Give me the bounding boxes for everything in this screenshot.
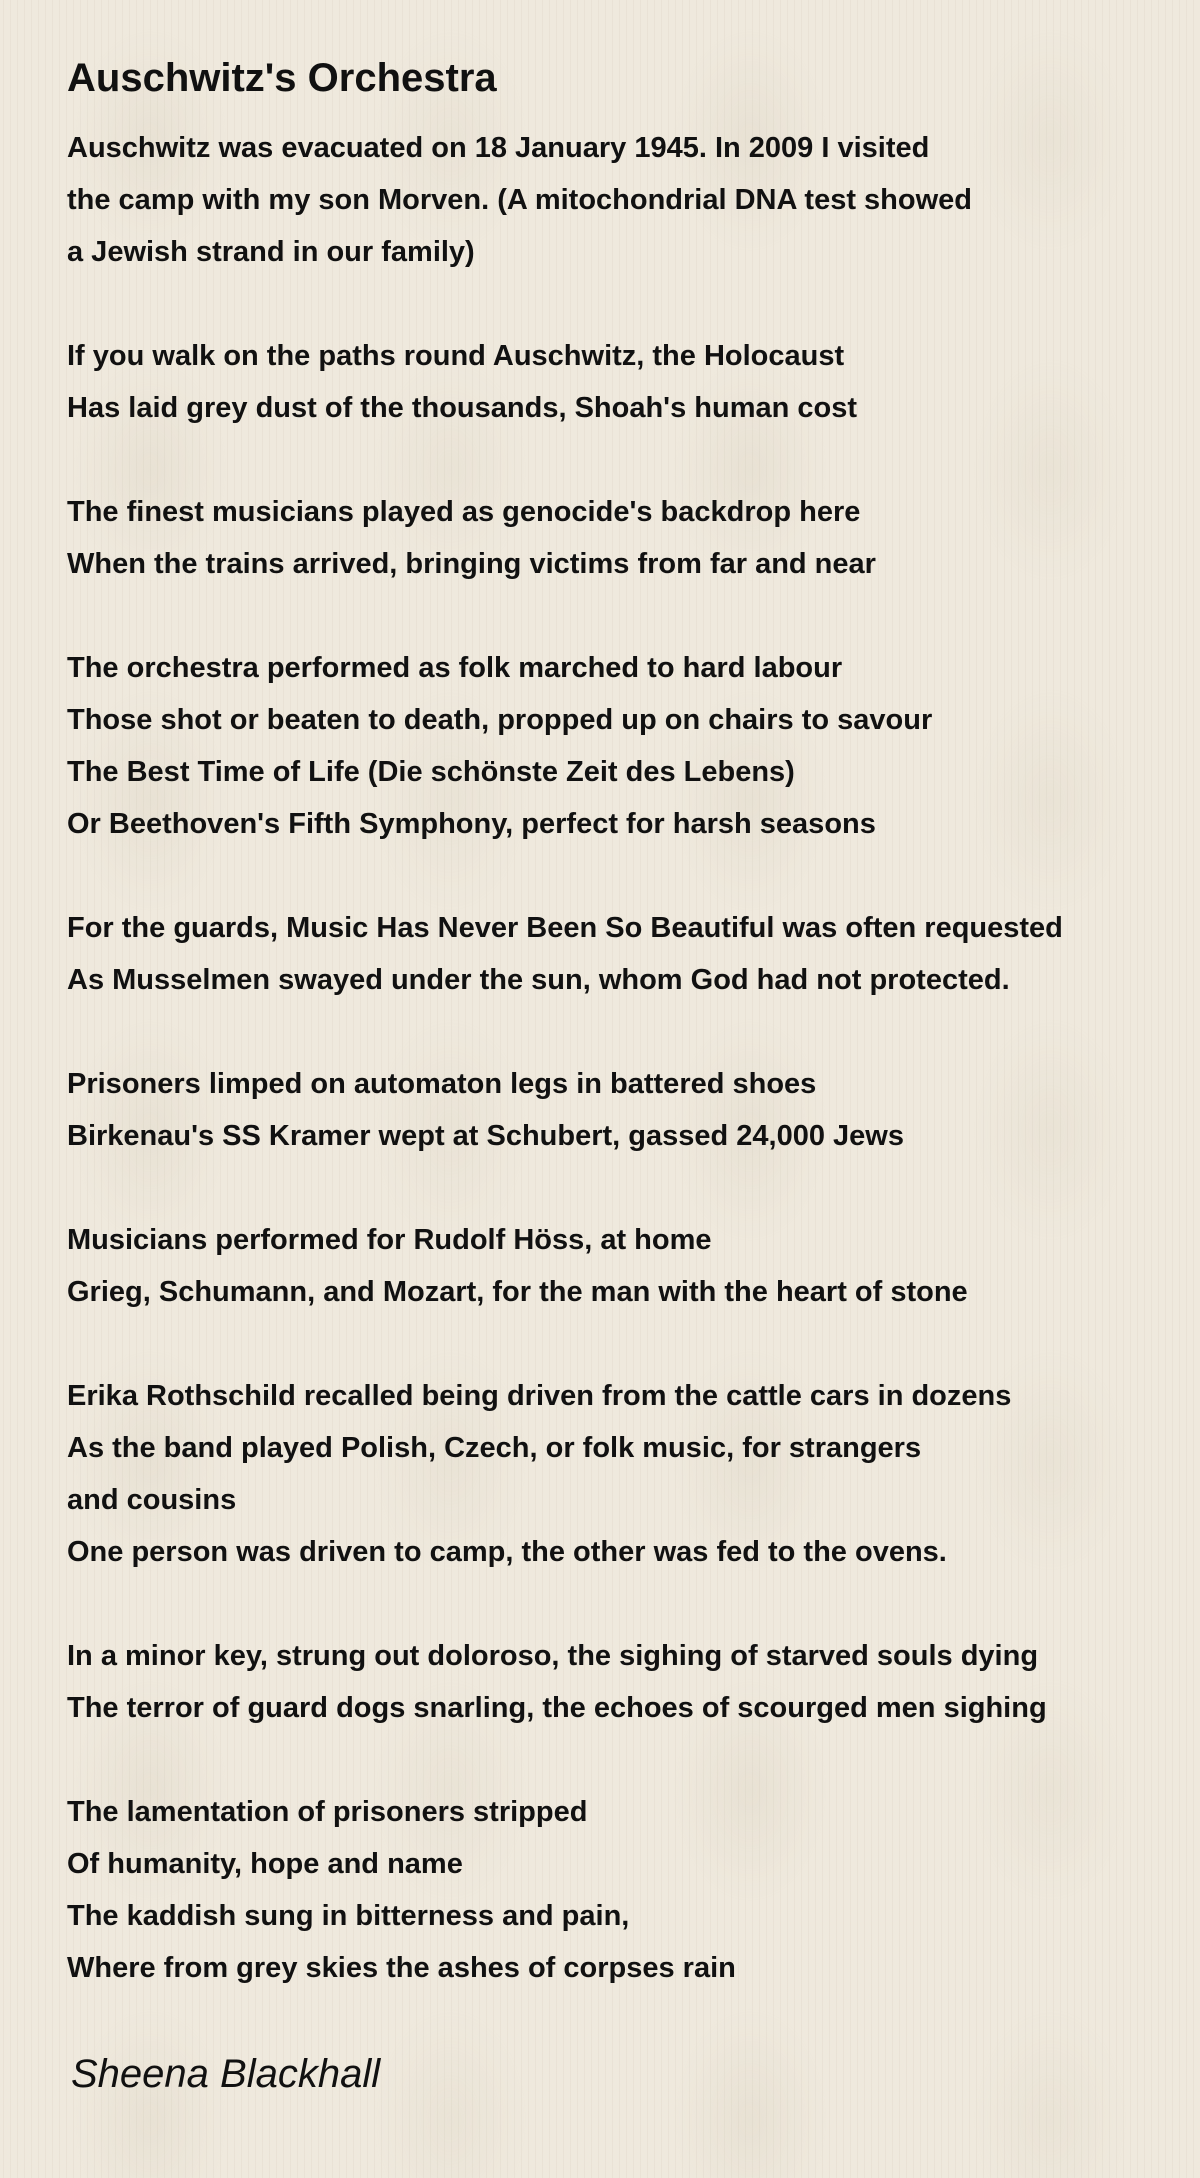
poem-line: As the band played Polish, Czech, or folk music, for strangers [67, 1432, 922, 1464]
poem-stanza [67, 486, 1187, 590]
poem-stanza [67, 330, 1187, 434]
poem-line: In a minor key, strung out doloroso, the sighing of starved souls dying [67, 1640, 1039, 1672]
poem-stanza [67, 642, 1187, 850]
poem-stanza [67, 1058, 1187, 1162]
poem-stanza [67, 902, 1187, 1006]
poem-line: The terror of guard dogs snarling, the echoes of scourged men sighing [67, 1692, 1047, 1724]
poem-line: As Musselmen swayed under the sun, whom God had not protected. [67, 964, 1010, 996]
poem-line: Those shot or beaten to death, propped up on chairs to savour [67, 704, 933, 736]
poem-page [67, 50, 1187, 2102]
poem-line: The finest musicians played as genocide's backdrop here [67, 496, 861, 528]
poem-line: and cousins [67, 1484, 237, 1516]
poem-title: Auschwitz's Orchestra [67, 56, 497, 100]
poem-line: When the trains arrived, bringing victims from far and near [67, 548, 876, 580]
poem-line: Prisoners limped on automaton legs in battered shoes [67, 1068, 817, 1100]
poem-line: The Best Time of Life (Die schönste Zeit des Lebens) [67, 756, 795, 788]
poem-line: Auschwitz was evacuated on 18 January 1945. In 2009 I visited [67, 132, 930, 164]
poem-body [67, 122, 1187, 1994]
poem-line: Erika Rothschild recalled being driven from the cattle cars in dozens [67, 1380, 1012, 1412]
poem-line: Grieg, Schumann, and Mozart, for the man with the heart of stone [67, 1276, 968, 1308]
poem-author: Sheena Blackhall [71, 2052, 381, 2096]
poem-stanza [67, 1630, 1187, 1734]
poem-line: If you walk on the paths round Auschwitz, the Holocaust [67, 340, 845, 372]
poem-line: For the guards, Music Has Never Been So Beautiful was often requested [67, 912, 1063, 944]
poem-line: the camp with my son Morven. (A mitochondrial DNA test showed [67, 184, 973, 216]
poem-line: Or Beethoven's Fifth Symphony, perfect for harsh seasons [67, 808, 876, 840]
poem-line: Where from grey skies the ashes of corpses rain [67, 1952, 736, 1984]
poem-stanza [67, 1214, 1187, 1318]
poem-line: The lamentation of prisoners stripped [67, 1796, 588, 1828]
poem-line: The orchestra performed as folk marched to hard labour [67, 652, 843, 684]
poem-stanza [67, 122, 1187, 278]
poem-line: Has laid grey dust of the thousands, Shoah's human cost [67, 392, 858, 424]
poem-line: One person was driven to camp, the other was fed to the ovens. [67, 1536, 947, 1568]
poem-line: Of humanity, hope and name [67, 1848, 463, 1880]
poem-stanza [67, 1786, 1187, 1994]
poem-stanza [67, 1370, 1187, 1578]
poem-line: The kaddish sung in bitterness and pain, [67, 1900, 630, 1932]
poem-line: Birkenau's SS Kramer wept at Schubert, gassed 24,000 Jews [67, 1120, 904, 1152]
poem-line: a Jewish strand in our family) [67, 236, 475, 268]
poem-line: Musicians performed for Rudolf Höss, at home [67, 1224, 712, 1256]
